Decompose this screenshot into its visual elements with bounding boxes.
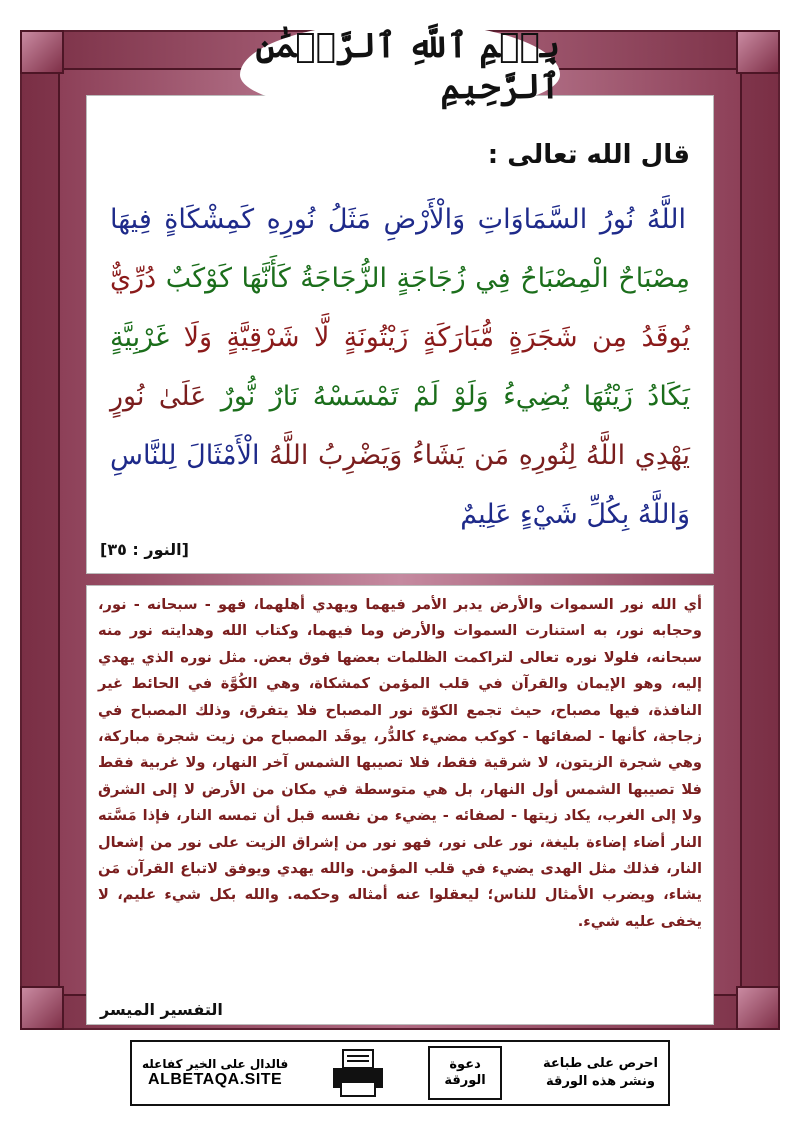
quran-verse [110,190,690,544]
tafsir-text: أي الله نور السموات والأرض يدبر الأمر فيهما ويهدي أهلهما، فهو - سبحانه - نور، وحجابه نور، به استنارت السموات والأرض وما فيهما، وكتاب الله وهدايته نور منه سبحانه، فلولا نوره تعالى لتراكمت الظلمات بعضها فوق بعض. مثل نوره الذي يهدي إليه، وهو الإيمان والقرآن في قلب المؤمن كمشكاة، وهي الكُوَّة في الحائط غير النافذة، فيها مصباح، حيث تجمع الكوّة نور المصباح فلا يتفرق، وذلك المصباح في زجاجة، كأنها - لصفائها - كوكب مضيء كالدُّر، يوقَد المصباح من زيت شجرة مباركة، وهي شجرة الزيتون، لا شرقية فقط، فلا تصيبها الشمس آخر النهار، ولا غربية فقط فلا تصيبها الشمس أول النهار، بل هي متوسطة في مكان من الأرض لا إلى الشرق ولا إلى الغرب، يكاد زيتها - لصفائه - يضيء من نفسه قبل أن تمسه النار، فإذا مَسَّته النار أضاء إضاءة بليغة، نور على نور، فهو نور من إشراق الزيت على نور من إشعال النار، فذلك مثل الهدى يضيء في قلب المؤمن. والله يهدي ويوفق لاتباع القرآن مَن يشاء، ويضرب الأمثال للناس؛ ليعقلوا عنه أمثاله وحكمه. والله بكل شيء عليم، لا يخفى عليه شيء. [98,596,702,930]
verse-line-1: اللَّهُ نُورُ السَّمَاوَاتِ وَالْأَرْضِ مَثَلُ نُورِهِ كَمِشْكَاةٍ فِيهَا [110,204,687,235]
printer-icon [329,1048,387,1098]
basmala-calligraphy: بِسۡمِ ٱللَّهِ ٱلرَّحۡمَٰنِ ٱلرَّحِيمِ [240,22,560,110]
verse-line-4: غَرْبِيَّةٍ يَكَادُ زَيْتُهَا يُضِيءُ وَلَوْ لَمْ تَمْسَسْهُ نَارٌ نُّورٌ [110,322,690,412]
dawah-logo: دعوة الورقة [428,1046,502,1100]
footer-right [543,1055,658,1091]
frame-corner-bottom-left [20,986,64,1030]
tafsir-source: التفسير الميسر [100,1000,223,1019]
footer-left [142,1057,288,1089]
verse-line-5: عَلَىٰ نُورٍ يَهْدِي اللَّهُ لِنُورِهِ مَن يَشَاءُ وَيَضْرِبُ اللَّهُ [110,381,690,471]
verse-reference: [النور : ٣٥] [100,540,189,559]
footer-line-2: ونشر هذه الورقة [546,1074,655,1089]
footer-banner [130,1040,670,1106]
verse-line-3: دُرِّيٌّ يُوقَدُ مِن شَجَرَةٍ مُّبَارَكَةٍ زَيْتُونَةٍ لَّا شَرْقِيَّةٍ وَلَا [110,263,690,353]
footer-line-1: احرص على طباعة [543,1056,658,1071]
verse-intro: قال الله تعالى : [487,140,690,170]
frame-corner-bottom-right [736,986,780,1030]
footer-caption: فالدال على الخير كفاعله [142,1057,289,1071]
verse-line-2: مِصْبَاحٌ الْمِصْبَاحُ فِي زُجَاجَةٍ الزُّجَاجَةُ كَأَنَّهَا كَوْكَبٌ [156,263,690,294]
frame-corner-top-right [736,30,780,74]
frame-corner-top-left [20,30,64,74]
site-link[interactable]: ALBETAQA.SITE [148,1071,283,1088]
verse-line-6: الْأَمْثَالَ لِلنَّاسِ وَاللَّهُ بِكُلِّ شَيْءٍ عَلِيمٌ [110,440,690,530]
